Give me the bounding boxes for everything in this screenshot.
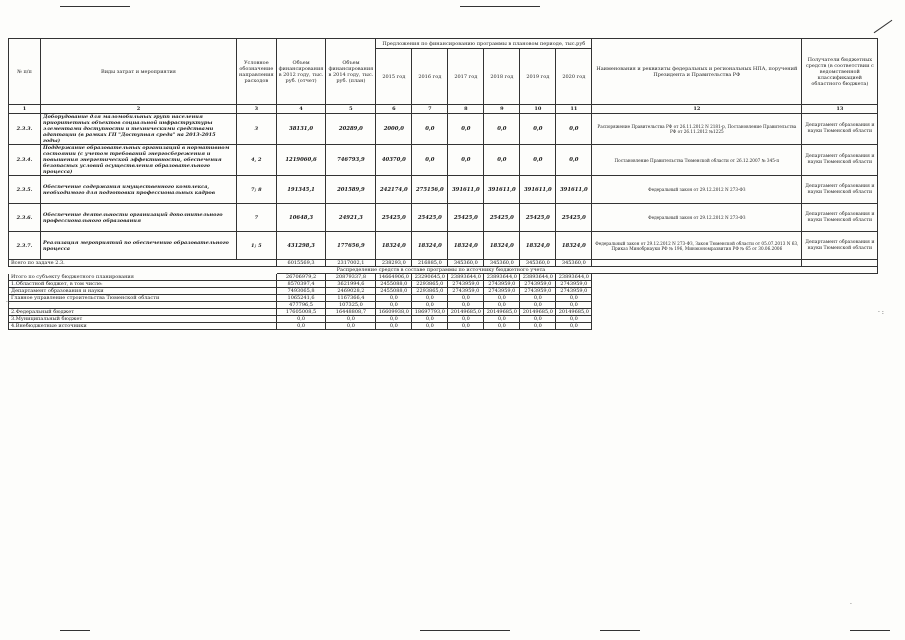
summary-year-value: 20149685,0 [448, 309, 484, 316]
summary-year-value: 0,0 [412, 295, 448, 302]
scan-mark [874, 20, 893, 33]
summary-year-value: 2743959,0 [448, 281, 484, 288]
empty-cell [592, 288, 802, 295]
summary-year-value: 16609938,0 [376, 309, 412, 316]
row-year-value: 391611,0 [556, 176, 592, 204]
table-row [9, 204, 878, 232]
summary-year-value: 23893644,0 [520, 274, 556, 281]
row-year-value: 0,0 [484, 114, 520, 145]
col-volume-2014-header: Объем финансирования в 2014 году, тыс. руб. (план) [326, 39, 376, 105]
row-year-value: 25425,0 [412, 204, 448, 232]
row-year-value: 18324,0 [448, 232, 484, 260]
measures-body [9, 114, 878, 260]
table-row [9, 232, 878, 260]
row-year-value: 40370,0 [376, 145, 412, 176]
column-index: 10 [520, 105, 556, 114]
summary-year-value: 2455088,0 [376, 288, 412, 295]
row-code: 2.3.4. [9, 145, 41, 176]
row-name: Поддержание образовательных организаций в нормативном состоянии (с учетом требований энергосбережения и повышения энергетической эффективности, обеспечения безопасных условий осуществления образовательного процесса) [41, 145, 237, 176]
summary-year-value: 0,0 [376, 316, 412, 323]
row-name: Обеспечение деятельности организаций дополнительного профессионального образования [41, 204, 237, 232]
row-year-value: 18324,0 [556, 232, 592, 260]
summary-year-value: 0,0 [520, 323, 556, 330]
summary-2014: 20879337,8 [326, 274, 376, 281]
summary-year-value: 23893644,0 [448, 274, 484, 281]
summary-year-value: 0,0 [556, 295, 592, 302]
empty-cell [802, 323, 878, 330]
summary-year-value: 0,0 [448, 323, 484, 330]
column-index: 2 [41, 105, 237, 114]
summary-year-value: 2743959,0 [484, 288, 520, 295]
summary-year-value: 2743959,0 [520, 288, 556, 295]
empty-cell [592, 323, 802, 330]
summary-year-value: 0,0 [520, 295, 556, 302]
summary-year-value: 0,0 [448, 316, 484, 323]
summary-year-value: 20149685,0 [484, 309, 520, 316]
totals-body [9, 260, 878, 274]
summary-2014: 1167366,4 [326, 295, 376, 302]
task-total-row [9, 260, 878, 267]
scan-speck: · [850, 601, 852, 608]
row-reason: 7 [237, 204, 277, 232]
row-volume-2014: 177656,9 [326, 232, 376, 260]
scan-mark [460, 6, 540, 7]
row-reason: 1; 5 [237, 232, 277, 260]
row-recipient: Департамент образования и науки Тюменской области [802, 114, 878, 145]
column-index: 1 [9, 105, 41, 114]
row-year-value: 391611,0 [484, 176, 520, 204]
empty-cell [592, 281, 802, 288]
summary-row [9, 295, 878, 302]
summary-label: 1.Областной бюджет, в том числе: [9, 281, 277, 288]
summary-label: 3.Муниципальный бюджет [9, 316, 277, 323]
row-volume-2014: 20289,0 [326, 114, 376, 145]
summary-2012: 7493065,8 [276, 288, 326, 295]
scan-mark [60, 630, 90, 631]
row-year-value: 18324,0 [484, 232, 520, 260]
year-header: 2016 год [412, 49, 448, 105]
task-total-year: 216885,0 [412, 260, 448, 267]
summary-year-value: 0,0 [520, 302, 556, 309]
summary-2012: 17605008,5 [276, 309, 326, 316]
empty-cell [802, 274, 878, 281]
summary-year-value: 0,0 [412, 323, 448, 330]
summary-row [9, 281, 878, 288]
table-row [9, 176, 878, 204]
row-acts: Федеральный закон от 29.12.2012 N 273-ФЗ [592, 204, 802, 232]
budget-table [8, 38, 878, 330]
summary-label: Итого по субъекту бюджетного планирования [9, 274, 277, 281]
col-number-header: № п/п [9, 39, 41, 105]
summary-year-value: 2743959,0 [448, 288, 484, 295]
row-year-value: 391611,0 [520, 176, 556, 204]
summary-year-value: 2293865,0 [412, 281, 448, 288]
summary-year-value: 23893644,0 [556, 274, 592, 281]
empty-cell [592, 274, 802, 281]
row-year-value: 25425,0 [556, 204, 592, 232]
row-year-value: 25425,0 [448, 204, 484, 232]
summary-year-value: 14664906,0 [376, 274, 412, 281]
row-year-value: 0,0 [556, 114, 592, 145]
summary-row [9, 309, 878, 316]
summary-year-value: 0,0 [448, 302, 484, 309]
summary-body [9, 274, 878, 330]
row-year-value: 242174,0 [376, 176, 412, 204]
row-name: Реализация мероприятий по обеспечению образовательного процесса [41, 232, 237, 260]
row-year-value: 0,0 [520, 114, 556, 145]
row-acts: Распоряжение Правительства РФ от 26.11.2012 N 2181-р, Постановление Правительства РФ от 26.11.2012 №1225 [592, 114, 802, 145]
summary-year-value: 0,0 [412, 302, 448, 309]
scan-mark [420, 630, 510, 631]
summary-label: Главное управление строительства Тюменской области [9, 295, 277, 302]
summary-year-value: 0,0 [520, 316, 556, 323]
empty-cell [802, 302, 878, 309]
empty-cell [802, 295, 878, 302]
row-volume-2012: 1219060,6 [276, 145, 326, 176]
row-code: 2.3.6. [9, 204, 41, 232]
summary-year-value: 0,0 [412, 316, 448, 323]
task-total-year: 345360,0 [484, 260, 520, 267]
summary-row [9, 288, 878, 295]
row-code: 2.3.7. [9, 232, 41, 260]
row-reason: 3 [237, 114, 277, 145]
summary-year-value: 0,0 [556, 323, 592, 330]
row-volume-2014: 24921,3 [326, 204, 376, 232]
table-row [9, 145, 878, 176]
column-index: 8 [448, 105, 484, 114]
row-year-value: 0,0 [412, 114, 448, 145]
column-index: 11 [556, 105, 592, 114]
summary-year-value: 0,0 [556, 316, 592, 323]
summary-year-value: 18697793,0 [412, 309, 448, 316]
row-volume-2014: 201589,9 [326, 176, 376, 204]
summary-year-value: 23893644,0 [484, 274, 520, 281]
task-total-2014: 2317002,1 [326, 260, 376, 267]
summary-row [9, 302, 878, 309]
empty-cell [592, 260, 802, 267]
empty-cell [592, 302, 802, 309]
summary-2012: 477796,5 [276, 302, 326, 309]
empty-cell [802, 309, 878, 316]
empty-cell [802, 288, 878, 295]
summary-year-value: 0,0 [484, 295, 520, 302]
year-header: 2018 год [484, 49, 520, 105]
task-total-year: 345360,0 [520, 260, 556, 267]
row-recipient: Департамент образования и науки Тюменской области [802, 145, 878, 176]
column-index: 4 [276, 105, 326, 114]
row-recipient: Департамент образования и науки Тюменской области [802, 204, 878, 232]
summary-label: Департамент образования и науки [9, 288, 277, 295]
row-acts: Федеральный закон от 29.12.2012 N 273-ФЗ [592, 176, 802, 204]
row-recipient: Департамент образования и науки Тюменской области [802, 176, 878, 204]
column-index: 6 [376, 105, 412, 114]
summary-year-value: 23290645,0 [412, 274, 448, 281]
summary-year-value: 0,0 [448, 295, 484, 302]
col-recipient-header: Получатели бюджетных средств (в соответствии с ведомственной классификацией областного бюджета) [802, 39, 878, 105]
row-year-value: 18324,0 [520, 232, 556, 260]
year-header: 2017 год [448, 49, 484, 105]
row-year-value: 25425,0 [484, 204, 520, 232]
scan-mark [850, 630, 890, 631]
row-name: Доборудование для маломобильных групп населения приоритетных объектов социальной инфраструктуры элементами доступности и техническими средствами адаптации (в рамках ГП "Доступная среда" на 2013-2015 годы) [41, 114, 237, 145]
summary-2012: 0,0 [276, 323, 326, 330]
reserve-caption-row [9, 267, 878, 274]
program-group-header: Предложения по финансированию программы в плановом периоде, тыс.руб [376, 39, 592, 49]
empty-cell [592, 316, 802, 323]
col-reason-header: Условное обозначение направления расходов [237, 39, 277, 105]
col-name-header: Виды затрат и мероприятия [41, 39, 237, 105]
scan-mark [600, 630, 640, 631]
summary-2012: 8570397,4 [276, 281, 326, 288]
summary-year-value: 2743959,0 [556, 288, 592, 295]
row-volume-2012: 431298,3 [276, 232, 326, 260]
row-reason: 7; 8 [237, 176, 277, 204]
summary-label [9, 302, 277, 309]
row-acts: Федеральный закон от 29.12.2012 N 273-ФЗ, Закон Тюменской области от 05.07.2013 N 63, Приказ Минобрнауки РФ № 196, Минэкономразвития РФ № 65 от 30.06.2006 [592, 232, 802, 260]
row-year-value: 0,0 [448, 114, 484, 145]
year-header: 2015 год [376, 49, 412, 105]
column-index-row [9, 105, 878, 114]
summary-2012: 0,0 [276, 316, 326, 323]
task-total-label: Всего по задаче 2.3. [9, 260, 277, 267]
row-code: 2.3.5. [9, 176, 41, 204]
task-total-year: 345360,0 [448, 260, 484, 267]
row-year-value: 0,0 [520, 145, 556, 176]
row-year-value: 0,0 [412, 145, 448, 176]
summary-year-value: 0,0 [484, 302, 520, 309]
row-acts: Постановление Правительства Тюменской области от 26.12.2007 № 345-п [592, 145, 802, 176]
column-index: 3 [237, 105, 277, 114]
column-index: 13 [802, 105, 878, 114]
summary-year-value: 20149685,0 [556, 309, 592, 316]
scan-speck: · : [878, 309, 884, 316]
row-volume-2012: 38131,0 [276, 114, 326, 145]
row-code: 2.3.3. [9, 114, 41, 145]
summary-year-value: 0,0 [376, 323, 412, 330]
row-year-value: 18324,0 [376, 232, 412, 260]
column-index: 5 [326, 105, 376, 114]
summary-2014: 107325,0 [326, 302, 376, 309]
summary-year-value: 2743959,0 [484, 281, 520, 288]
summary-2014: 2469028,2 [326, 288, 376, 295]
empty-cell [592, 295, 802, 302]
row-year-value: 275156,0 [412, 176, 448, 204]
budget-table-sheet [8, 38, 878, 330]
summary-2012: 1065241,6 [276, 295, 326, 302]
summary-year-value: 2293865,0 [412, 288, 448, 295]
scan-mark [60, 6, 130, 7]
summary-year-value: 0,0 [376, 295, 412, 302]
summary-row [9, 274, 878, 281]
row-year-value: 25425,0 [520, 204, 556, 232]
summary-row [9, 323, 878, 330]
row-volume-2014: 746793,9 [326, 145, 376, 176]
summary-2014: 0,0 [326, 316, 376, 323]
empty-cell [802, 260, 878, 267]
summary-year-value: 20149685,0 [520, 309, 556, 316]
summary-label: 4.Внебюджетные источники [9, 323, 277, 330]
summary-year-value: 2743959,0 [520, 281, 556, 288]
summary-year-value: 0,0 [484, 323, 520, 330]
row-year-value: 0,0 [556, 145, 592, 176]
empty-cell [802, 281, 878, 288]
summary-2014: 0,0 [326, 323, 376, 330]
row-volume-2012: 10648,3 [276, 204, 326, 232]
col-acts-header: Наименования и реквизиты федеральных и региональных НПА, поручений Президента и Правительства РФ [592, 39, 802, 105]
year-header: 2020 год [556, 49, 592, 105]
summary-row [9, 316, 878, 323]
summary-2014: 3621994,6 [326, 281, 376, 288]
empty-cell [802, 316, 878, 323]
row-volume-2012: 191345,1 [276, 176, 326, 204]
row-name: Обеспечение содержания имущественного комплекса, необходимого для подготовки профессиональных кадров [41, 176, 237, 204]
col-volume-2012-header: Объем финансирования в 2012 году, тыс. руб. (отчет) [276, 39, 326, 105]
empty-cell [9, 267, 277, 274]
empty-cell [592, 309, 802, 316]
summary-year-value: 0,0 [376, 302, 412, 309]
row-year-value: 2000,0 [376, 114, 412, 145]
table-row [9, 114, 878, 145]
summary-2014: 16448808,7 [326, 309, 376, 316]
row-reason: 4, 2 [237, 145, 277, 176]
column-index: 12 [592, 105, 802, 114]
row-year-value: 391611,0 [448, 176, 484, 204]
summary-year-value: 0,0 [556, 302, 592, 309]
year-header: 2019 год [520, 49, 556, 105]
scan-speck: ·: [6, 299, 10, 306]
row-year-value: 25425,0 [376, 204, 412, 232]
summary-2012: 26706979,2 [276, 274, 326, 281]
summary-year-value: 0,0 [484, 316, 520, 323]
table-header [9, 39, 878, 114]
row-year-value: 0,0 [448, 145, 484, 176]
reserve-caption: Распределение средств в составе программы по источнику бюджетного учета [276, 267, 878, 274]
task-total-2012: 6015569,3 [276, 260, 326, 267]
row-year-value: 18324,0 [412, 232, 448, 260]
column-index: 7 [412, 105, 448, 114]
summary-year-value: 2743959,0 [556, 281, 592, 288]
task-total-year: 238293,0 [376, 260, 412, 267]
task-total-year: 345360,0 [556, 260, 592, 267]
summary-label: 2.Федеральный бюджет [9, 309, 277, 316]
summary-year-value: 2455088,0 [376, 281, 412, 288]
column-index: 9 [484, 105, 520, 114]
row-recipient: Департамент образования и науки Тюменской области [802, 232, 878, 260]
row-year-value: 0,0 [484, 145, 520, 176]
